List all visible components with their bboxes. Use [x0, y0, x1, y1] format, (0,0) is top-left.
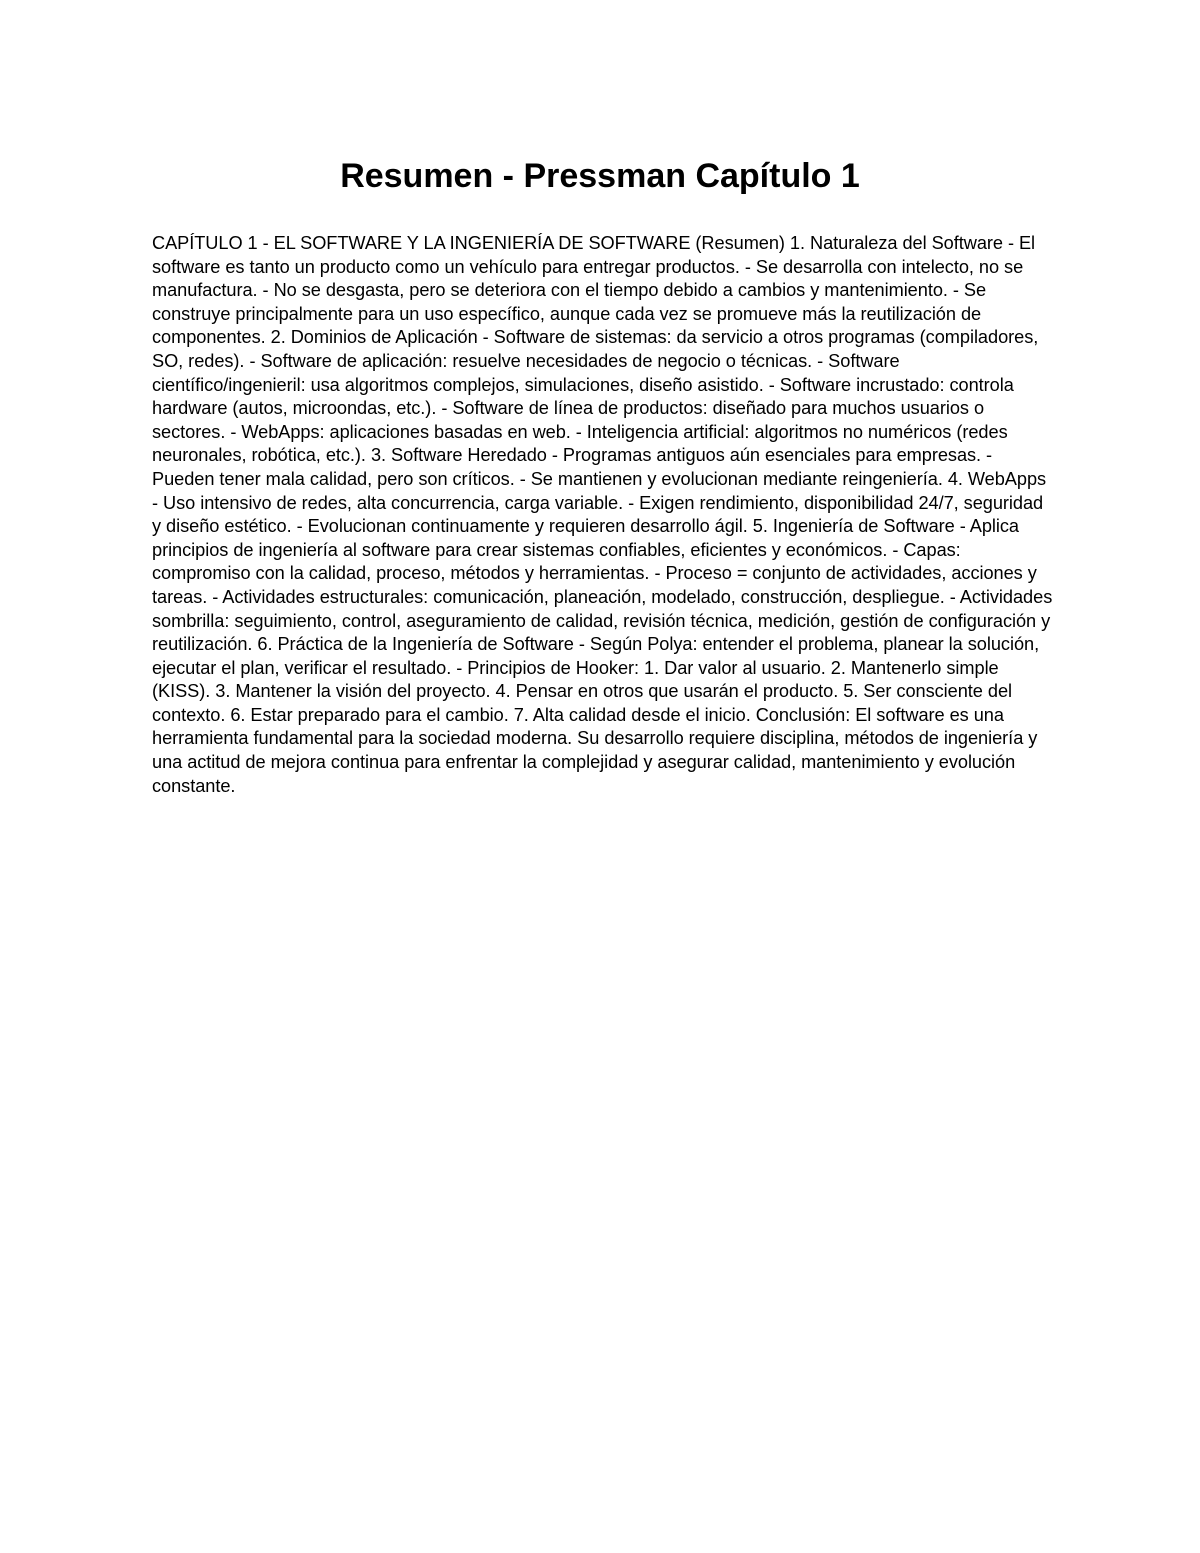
document-title: Resumen - Pressman Capítulo 1 [340, 157, 860, 195]
document-body: CAPÍTULO 1 - EL SOFTWARE Y LA INGENIERÍA DE SOFTWARE (Resumen) 1. Naturaleza del Software - El software es tanto un producto como un vehículo para entregar productos. - Se desarrolla con intelecto, no se manufactura. - No se desgasta, pero se deteriora con el tiempo debido a cambios y mantenimiento. - Se construye principalmente para un uso específico, aunque cada vez se promueve más la reutilización de componentes. 2. Dominios de Aplicación - Software de sistemas: da servicio a otros programas (compiladores, SO, redes). - Software de aplicación: resuelve necesidades de negocio o técnicas. - Software científico/ingenieril: usa algoritmos complejos, simulaciones, diseño asistido. - Software incrustado: controla hardware (autos, microondas, etc.). - Software de línea de productos: diseñado para muchos usuarios o sectores. - WebApps: aplicaciones basadas en web. - Inteligencia artificial: algoritmos no numéricos (redes neuronales, robótica, etc.). 3. Software Heredado - Programas antiguos aún esenciales para empresas. - Pueden tener mala calidad, pero son críticos. - Se mantienen y evolucionan mediante reingeniería. 4. WebApps - Uso intensivo de redes, alta concurrencia, carga variable. - Exigen rendimiento, disponibilidad 24/7, seguridad y diseño estético. - Evolucionan continuamente y requieren desarrollo ágil. 5. Ingeniería de Software - Aplica principios de ingeniería al software para crear sistemas confiables, eficientes y económicos. - Capas: compromiso con la calidad, proceso, métodos y herramientas. - Proceso = conjunto de actividades, acciones y tareas. - Actividades estructurales: comunicación, planeación, modelado, construcción, despliegue. - Actividades sombrilla: seguimiento, control, aseguramiento de calidad, revisión técnica, medición, gestión de configuración y reutilización. 6. Práctica de la Ingeniería de Software - Según Polya: entender el problema, planear la solución, ejecutar el plan, verificar el resultado. - Principios de Hooker: 1. Dar valor al usuario. 2. Mantenerlo simple (KISS). 3. Mantener la visión del proyecto. 4. Pensar en otros que usarán el producto. 5. Ser consciente del contexto. 6. Estar preparado para el cambio. 7. Alta calidad desde el inicio. Conclusión: El software es una herramienta fundamental para la sociedad moderna. Su desarrollo requiere disciplina, métodos de ingeniería y una actitud de mejora continua para enfrentar la complejidad y asegurar calidad, mantenimiento y evolución constante. [152, 233, 1053, 796]
